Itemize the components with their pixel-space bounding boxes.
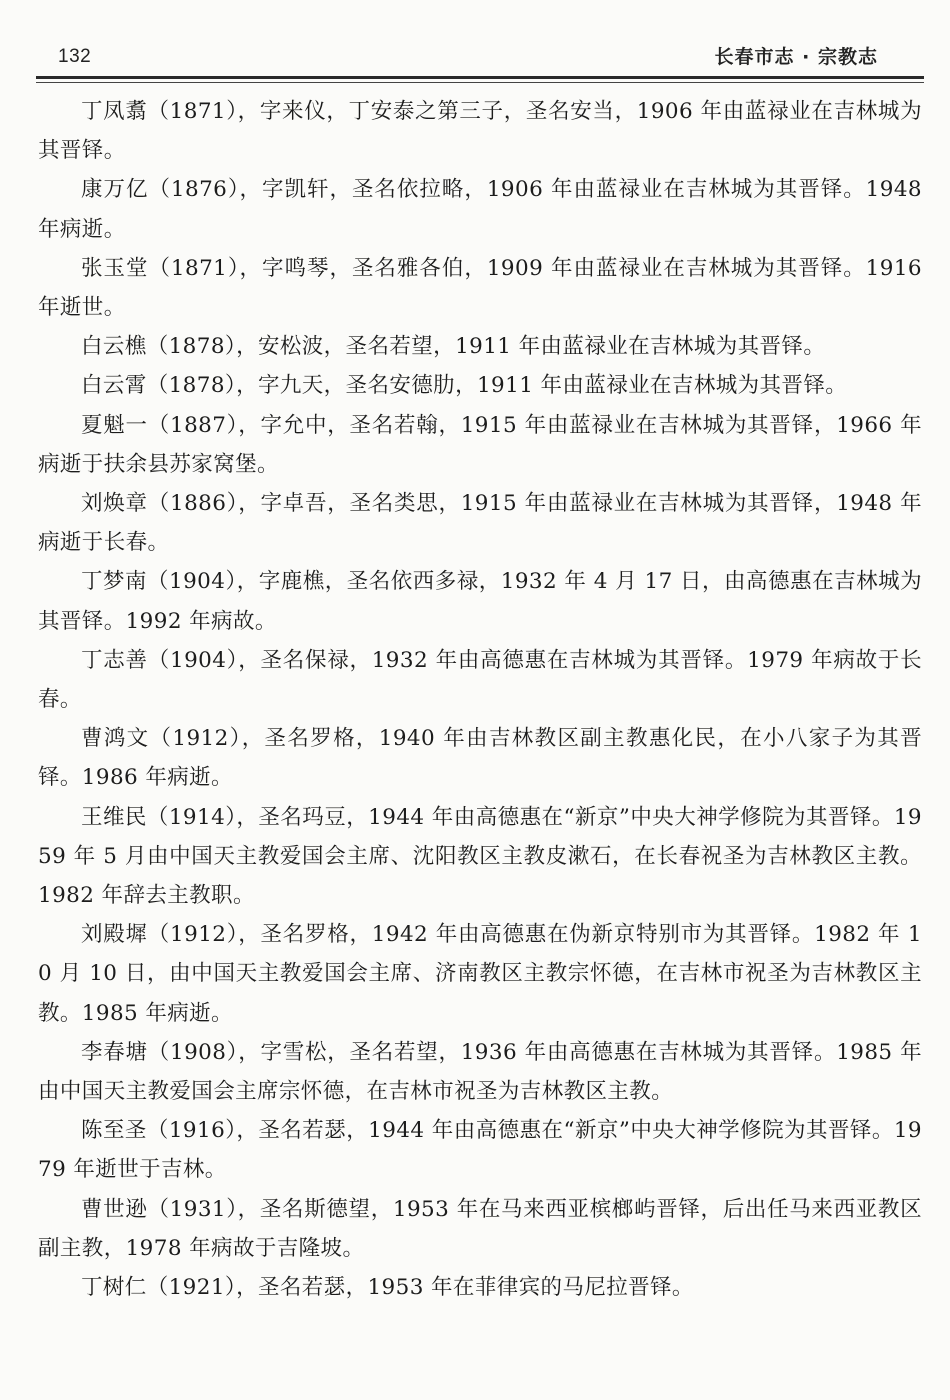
entry-ding-mengnan: 丁梦南（1904），字鹿樵，圣名依西多禄，1932 年 4 月 17 日，由高德惠在吉林城为其晋铎。1992 年病故。: [38, 569, 922, 634]
entry-bai-yunxiao: 白云霄（1878），字九天，圣名安德肋，1911 年由蓝禄业在吉林城为其晋铎。: [81, 373, 848, 399]
body-text: [38, 92, 922, 1307]
entry-chen-zhisheng: 陈至圣（1916），圣名若瑟，1944 年由高德惠在“新京”中央大神学修院为其晋铎。1979 年逝世于吉林。: [38, 1118, 922, 1183]
page-number: 132: [58, 46, 92, 67]
entry-ding-fengzhu: 丁凤翥（1871），字来仪，丁安泰之第三子，圣名安当，1906 年由蓝禄业在吉林城为其晋铎。: [38, 99, 922, 164]
entry-bai-yunqiao: 白云樵（1878），安松波，圣名若望，1911 年由蓝禄业在吉林城为其晋铎。: [81, 334, 826, 360]
header-rule-secondary: [36, 82, 924, 83]
entry-cao-shixun: 曹世逊（1931），圣名斯德望，1953 年在马来西亚槟榔屿晋铎，后出任马来西亚教区副主教，1978 年病故于吉隆坡。: [38, 1196, 922, 1261]
entry-ding-zhishan: 丁志善（1904），圣名保禄，1932 年由高德惠在吉林城为其晋铎。1979 年病故于长春。: [38, 647, 922, 713]
entry-wang-weimin: 王维民（1914），圣名玛豆，1944 年由高德惠在“新京”中央大神学修院为其晋铎。1959 年 5 月由中国天主教爱国会主席、沈阳教区主教皮漱石，在长春祝圣为吉林教区主教。1982 年辞去主教职。: [38, 804, 922, 909]
entry-cao-hongwen: 曹鸿文（1912），圣名罗格，1940 年由吉林教区副主教惠化民，在小八家子为其晋铎。1986 年病逝。: [38, 726, 922, 791]
header-rule: [36, 76, 924, 79]
entry-zhang-yutang: 张玉堂（1871），字鸣琴，圣名雅各伯，1909 年由蓝禄业在吉林城为其晋铎。1916 年逝世。: [38, 255, 922, 321]
entry-li-chuntang: 李春塘（1908），字雪松，圣名若望，1936 年由高德惠在吉林城为其晋铎。1985 年由中国天主教爱国会主席宗怀德，在吉林市祝圣为吉林教区主教。: [38, 1039, 922, 1105]
page-header: [36, 38, 924, 78]
entry-liu-huanzhang: 刘焕章（1886），字卓吾，圣名类思，1915 年由蓝禄业在吉林城为其晋铎，1948 年病逝于长春。: [38, 491, 922, 556]
entry-liu-dianchi: 刘殿墀（1912），圣名罗格，1942 年由高德惠在伪新京特别市为其晋铎。1982 年 10 月 10 日，由中国天主教爱国会主席、济南教区主教宗怀德，在吉林市祝圣为吉林教区主教。1985 年病逝。: [38, 922, 922, 1026]
entry-xia-kuiyi: 夏魁一（1887），字允中，圣名若翰，1915 年由蓝禄业在吉林城为其晋铎，1966 年病逝于扶余县苏家窝堡。: [38, 412, 922, 477]
entry-kang-wanyi: 康万亿（1876），字凯轩，圣名依拉略，1906 年由蓝禄业在吉林城为其晋铎。1948 年病逝。: [38, 177, 922, 242]
running-head: 长春市志 · 宗教志: [714, 46, 878, 68]
entry-ding-shuren: 丁树仁（1921），圣名若瑟，1953 年在菲律宾的马尼拉晋铎。: [81, 1275, 694, 1301]
